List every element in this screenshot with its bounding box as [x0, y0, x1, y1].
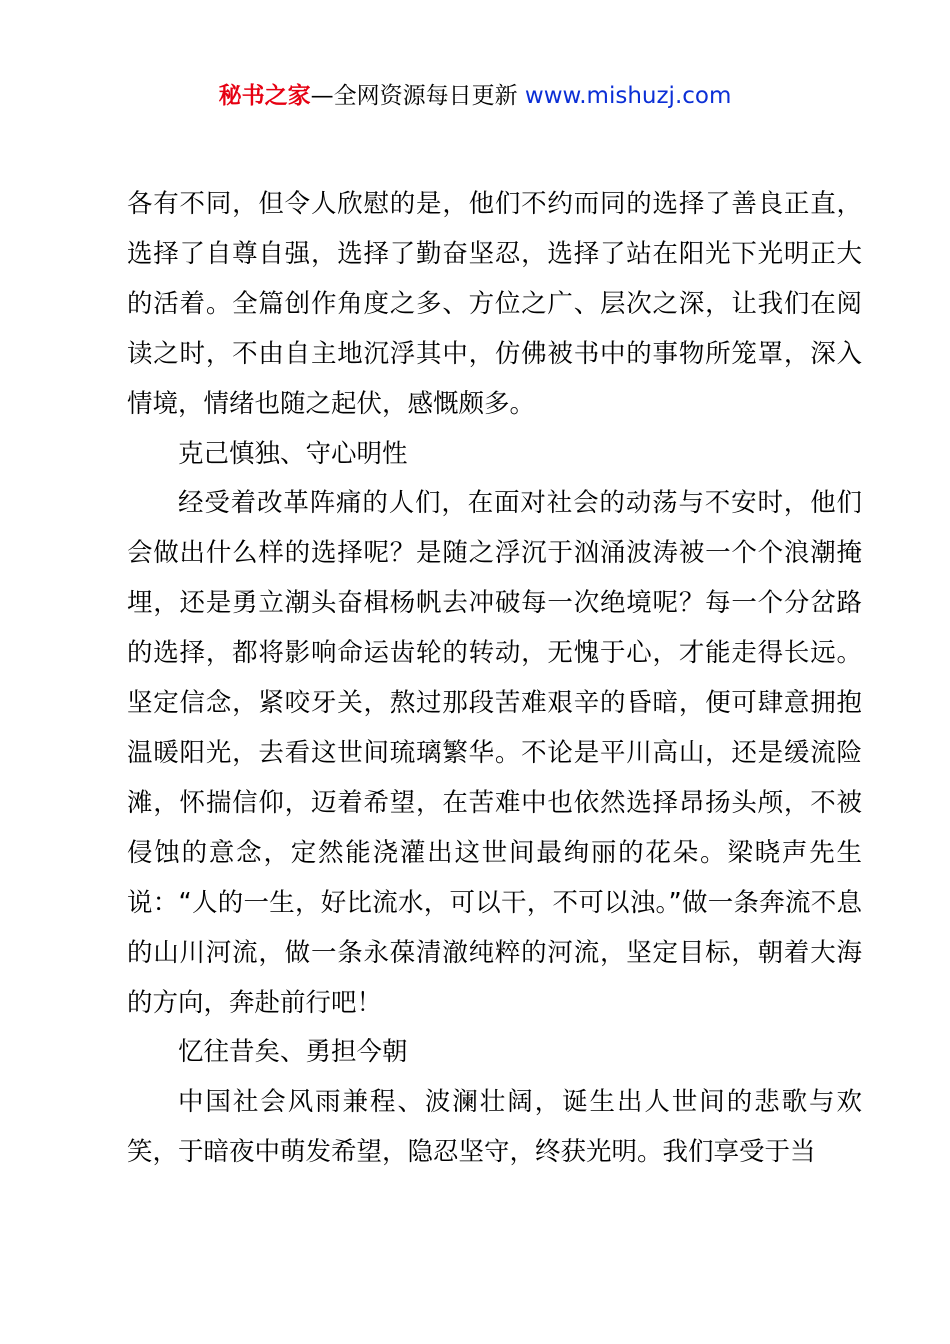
section-heading-2: 忆往昔矣、勇担今朝: [178, 1037, 408, 1068]
site-tagline: —全网资源每日更新: [310, 83, 518, 109]
paragraph: 经受着改革阵痛的人们，在面对社会的动荡与不安时，他们会做出什么样的选择呢？是随之浮沉于汹涌波涛被一个个浪潮掩埋，还是勇立潮头奋楫杨帆去冲破每一次绝境呢？每一个分岔路的选择，都将影响命运齿轮的转动，无愧于心，才能走得长远。坚定信念，紧咬牙关，熬过那段苦难艰辛的昏暗，便可肆意拥抱温暖阳光，去看这世间琉璃繁华。不论是平川高山，还是缓流险滩，怀揣信仰，迈着希望，在苦难中也依然选择昂扬头颅，不被侵蚀的意念，定然能浇灌出这世间最绚丽的花朵。梁晓声先生说：“人的一生，好比流水，可以干，不可以浊。”做一条奔流不息的山川河流，做一条永葆清澈纯粹的河流，坚定目标，朝着大海的方向，奔赴前行吧！: [127, 488, 862, 1018]
paragraph-continued: 各有不同，但令人欣慰的是，他们不约而同的选择了善良正直，选择了自尊自强，选择了勤奋坚忍，选择了站在阳光下光明正大的活着。全篇创作角度之多、方位之广、层次之深，让我们在阅读之时，不由自主地沉浮其中，仿佛被书中的事物所笼罩，深入情境，情绪也随之起伏，感慨颇多。: [127, 189, 862, 419]
section-heading-1: 克己慎独、守心明性: [178, 438, 408, 469]
site-brand: 秘书之家: [218, 83, 311, 109]
document-body: [127, 180, 862, 1178]
site-header: [0, 80, 950, 112]
paragraph: 中国社会风雨兼程、波澜壮阔，诞生出人世间的悲歌与欢笑，于暗夜中萌发希望，隐忍坚守，终获光明。我们享受于当: [127, 1087, 862, 1168]
site-url-link[interactable]: www.mishuzj.com: [524, 83, 732, 109]
